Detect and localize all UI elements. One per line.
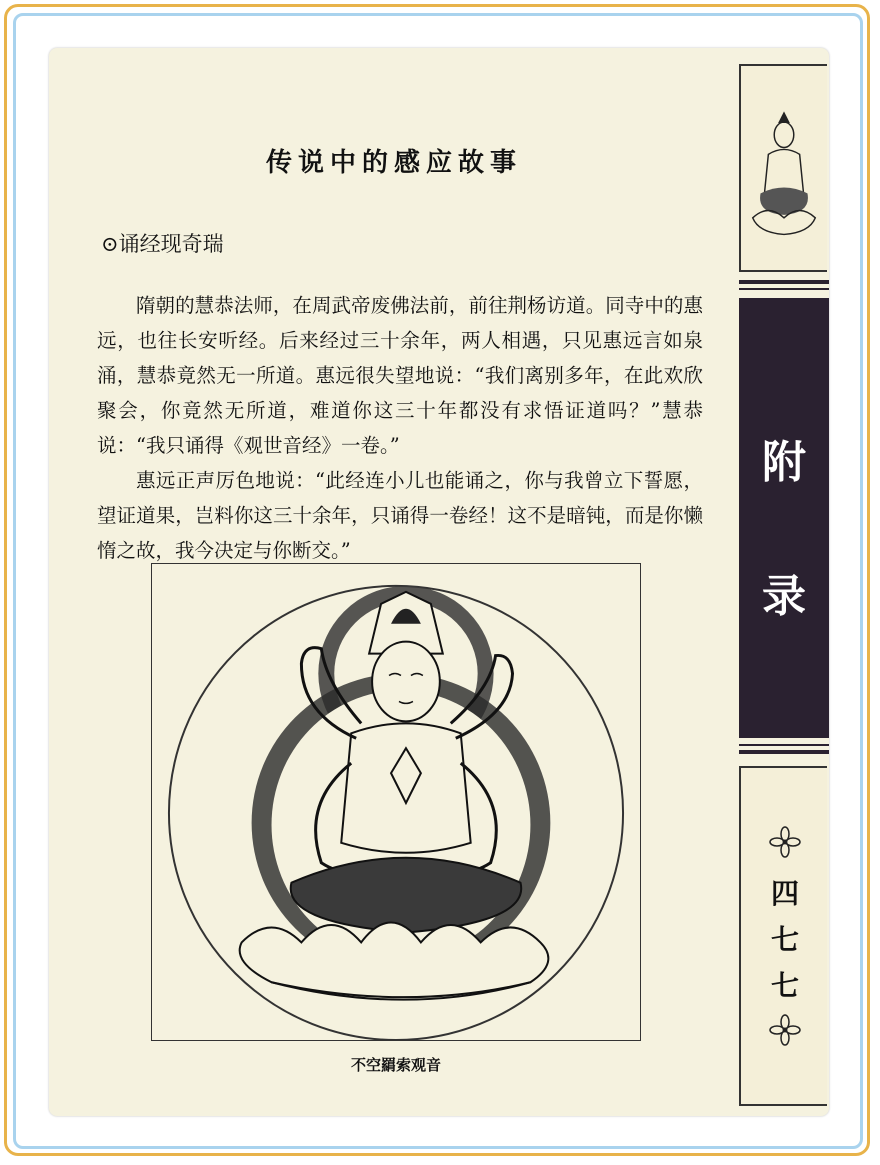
guanyin-illustration: [151, 563, 641, 1041]
side-rule: [739, 744, 829, 746]
guanyin-drawing-icon: [152, 564, 640, 1040]
appendix-char-1: 附: [762, 437, 806, 488]
page-number-char-3: 七: [770, 969, 799, 1002]
paragraph-2: 惠远正声厉色地说：“此经连小儿也能诵之，你与我曾立下誓愿，望证道果，岂料你这三十余年，只诵得一卷经！这不是暗钝，而是你懒惰之故，我今决定与你断交。”: [97, 469, 703, 562]
side-rule: [739, 750, 829, 754]
buddha-figure-icon: [741, 66, 827, 270]
illustration-caption: 不空羂索观音: [350, 1056, 441, 1074]
section-heading: ⊙诵经现奇瑞: [101, 232, 224, 256]
appendix-char-2: 录: [762, 571, 806, 622]
body-text: [97, 288, 703, 568]
side-rule: [739, 280, 829, 284]
side-buddha-panel: [739, 64, 827, 272]
side-rule: [739, 288, 829, 290]
appendix-tab: [739, 298, 829, 738]
book-page: [49, 48, 829, 1116]
page-number-char-1: 四: [770, 877, 799, 910]
page-title: 传说中的感应故事: [265, 148, 522, 178]
page-number-char-2: 七: [770, 923, 799, 956]
flower-ornament-icon: [769, 1014, 801, 1046]
page-number-panel: [739, 766, 827, 1106]
flower-ornament-icon: [769, 826, 801, 858]
paragraph-1: 隋朝的慧恭法师，在周武帝废佛法前，前往荆杨访道。同寺中的惠远，也往长安听经。后来经过三十余年，两人相遇，只见惠远言如泉涌，慧恭竟然无一所道。惠远很失望地说：“我们离别多年，在此欢欣聚会，你竟然无所道，难道你这三十年都没有求悟证道吗？”慧恭说：“我只诵得《观世音经》一卷。”: [97, 294, 703, 457]
